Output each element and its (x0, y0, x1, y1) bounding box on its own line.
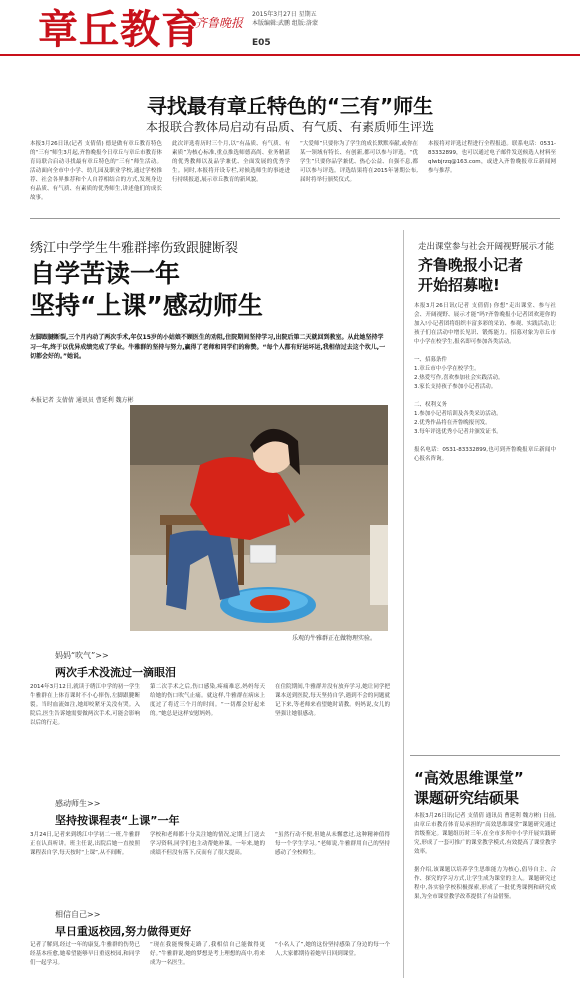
top-story-headline: 寻找最有章丘特色的“三有”师生 (146, 94, 434, 118)
date-line: 2015年3月27日 星期五 (252, 11, 317, 18)
divider (30, 218, 560, 219)
section3-col3: “小名人了”,她的这份坚持感染了身边的每一个人,大家都期待着她早日回到课堂。 (275, 942, 390, 957)
right-divider (410, 755, 560, 756)
masthead-rule (0, 54, 580, 56)
top-story-subhead: 本报联合教体局启动有品质、有气质、有素质师生评选 (145, 120, 434, 134)
main-story-title (30, 258, 263, 322)
right-top-body: 本报3月26日讯(记者 支倩倩) 你想“走出课堂、参与社会、开阔视野、展示才能”吗?齐鲁晚报小记者团欢迎你的加入!小记者团将组织丰富多彩的采访、参观、实践活动,让孩子们在活动中增长见识、锻炼能力。招募对象为章丘市中小学在校学生,报名即可参加各类活动。 一、招募条件 1.章丘市中小学在校学生。 2.热爱写作,喜欢参加社会实践活动。 3.家长支持孩子参加小记者活动。 二、权利义务 1.参加小记者培训及各类采访活动。 2.优秀作品将在齐鲁晚报刊发。 3.每年评选优秀小记者并颁发证书。 报名电话：0531-83332899,也可到齐鲁晚报章丘新闻中心报名咨询。 (414, 303, 556, 462)
section1-col2: 第二次手术之后,伤口感染,疼痛难忍,妈妈每天给她的伤口吹气止痛。就这样,牛雅群在病床上度过了将近三个月的时间。“一切都会好起来的。”她总是这样安慰妈妈。 (150, 684, 265, 717)
right-top-title-line1: 齐鲁晚报小记者 (418, 256, 524, 274)
right-bottom-body: 本报3月26日讯(记者 支倩倩 通讯员 曹延利 魏方彬) 日前,由章丘市教育体育局承担的“高效思维课堂”课题研究通过省级鉴定。课题组历时三年,在全市多所中小学开展实践研究,形成了一套可推广的课堂教学模式,有效提高了课堂教学效率。 据介绍,该课题以培养学生思维能力为核心,倡导自主、合作、探究的学习方式,让学生成为课堂的主人。课题研究过程中,各实验学校积极探索,形成了一批优秀课例和研究成果,为全市课堂教学改革提供了有益借鉴。 (414, 813, 556, 900)
section3-col1: 记者了解到,经过一年的康复,牛雅群的伤势已经基本痊愈,她希望能够早日重返校园,和同学们一起学习。 (30, 942, 140, 966)
section3-tag: 相信自己>> (55, 910, 101, 919)
right-top-kicker: 走出课堂参与社会开阔视野展示才能 (418, 242, 555, 252)
main-story-photo (130, 405, 388, 631)
right-bottom-title-line1: “高效思维课堂” (414, 769, 524, 787)
masthead-title: 章丘教育 (38, 7, 202, 53)
main-story-lead: 左脚跟腱断裂,三个月内动了两次手术,年仅15岁的小姑娘不顾医生的劝阻,住院期间坚持学习,出院后第二天就回到教室。从此她坚持学习一年,终于以优异成绩完成了学业。牛雅群的坚持与努力,赢得了老师和同学们的称赞。“每个人都有好运坏运,我相信过去这个坎儿,一切都会好的。”她说。 (30, 334, 386, 360)
section2-col2: 学校和老师都十分关注她的情况,定期上门送去学习资料,同学们也主动帮她补课。一年来,她的成绩不但没有落下,反而有了很大提高。 (150, 832, 265, 856)
section1-head: 两次手术没流过一滴眼泪 (55, 666, 176, 679)
top-story-col1: 本报3月26日讯(记者 支倩倩) 德是做有章丘教育特色的“三有”师生3月起,齐鲁晚报今日章丘与章丘市教育体育局联合启动寻找最有章丘特色的“三有”师生活动。活动面向全市中小学、幼儿园及职业学校,通过学校推荐、社会各界推荐和个人自荐相结合的方式,发现身边有品质、有气质、有素质的优秀师生,讲述他们的成长故事。 (30, 141, 162, 201)
top-story-col3: “大爱师”只要你为了学生的成长默默奉献,或你在某一领域有特长、有创新,都可以参与评选。“优学生”只要你品学兼优、热心公益、自强不息,都可以参与评选。评选结果将在2015年暑期公布,届时将举行颁奖仪式。 (300, 141, 418, 183)
right-bottom-title-line2: 课题研究结硕果 (414, 789, 520, 807)
right-bottom-title (414, 768, 524, 808)
section1-col3: 在住院期间,牛雅群并没有放弃学习,她让同学把课本送到医院,每天坚持自学,遇到不会的问题就记下来,等老师来看望她时请教。妈妈说,女儿的坚强让她很感动。 (275, 684, 390, 717)
editor-line: 本版编辑:武鹏 组版:洛蒙 (252, 20, 318, 27)
top-story-col2: 此次评选将历时三个月,以“有品质、有气质、有素质”为核心标准,重点推选师德高尚、业务精湛的优秀教师以及品学兼优、全面发展的优秀学生。同时,本报将开设专栏,对候选师生的事迹进行持续报道,展示章丘教育的新风貌。 (172, 141, 290, 183)
right-top-title-line2: 开始招募啦! (418, 276, 500, 294)
right-top-title (418, 255, 523, 295)
section3-col2: “现在我能慢慢走路了,我相信自己能做得更好。”牛雅群说,她的梦想是考上理想的高中,将来成为一名医生。 (150, 942, 265, 966)
section1-col1: 2014年3月12日,就读于绣江中学的初一学生牛雅群在上体育课时不小心摔伤,左脚跟腱断裂。当时血流如注,她却咬紧牙关没有哭。入院后,医生告诉她需要做两次手术,可能会影响以后的行走。 (30, 684, 140, 726)
top-story-col4: 本报将对评选过程进行全程报道。联系电话：0531-83332899，也可以通过电子邮件发送候选人材料至qlwbjrzq@163.com，或进入齐鲁晚报章丘新闻网参与推荐。 (428, 141, 556, 174)
column-divider (403, 230, 404, 978)
main-story-title-line1: 自学苦读一年 (30, 259, 181, 288)
main-story-title-line2: 坚持“上课”感动师生 (30, 291, 263, 320)
section1-tag: 妈妈“吹气”>> (55, 651, 109, 660)
page-number: E05 (252, 38, 271, 48)
section2-head: 坚持按课程表“上课”一年 (55, 814, 180, 827)
photo-caption: 乐观的牛雅群正在做物理实验。 (292, 635, 377, 642)
section2-col1: 3月24日,记者来到绣江中学初二一班,牛雅群正在认真听讲。班主任说,出院后她一直按照课程表自学,每天按时“上课”,从不间断。 (30, 832, 140, 856)
main-story-byline: 本报记者 支倩倩 通讯员 曹延利 魏方彬 (30, 397, 134, 404)
section3-head: 早日重返校园,努力做得更好 (55, 925, 192, 938)
masthead-meta (252, 10, 372, 28)
section2-tag: 感动师生>> (55, 799, 101, 808)
masthead-brand-logo: 齐鲁晚报 (195, 16, 244, 30)
photo-illustration (130, 405, 388, 631)
section2-col3: “虽然行动不便,但她从未懈怠过,这种精神值得每一个学生学习。”老师说,牛雅群用自己的坚持感动了全校师生。 (275, 832, 390, 856)
main-story-kicker: 绣江中学学生牛雅群摔伤致跟腱断裂 (30, 241, 239, 256)
